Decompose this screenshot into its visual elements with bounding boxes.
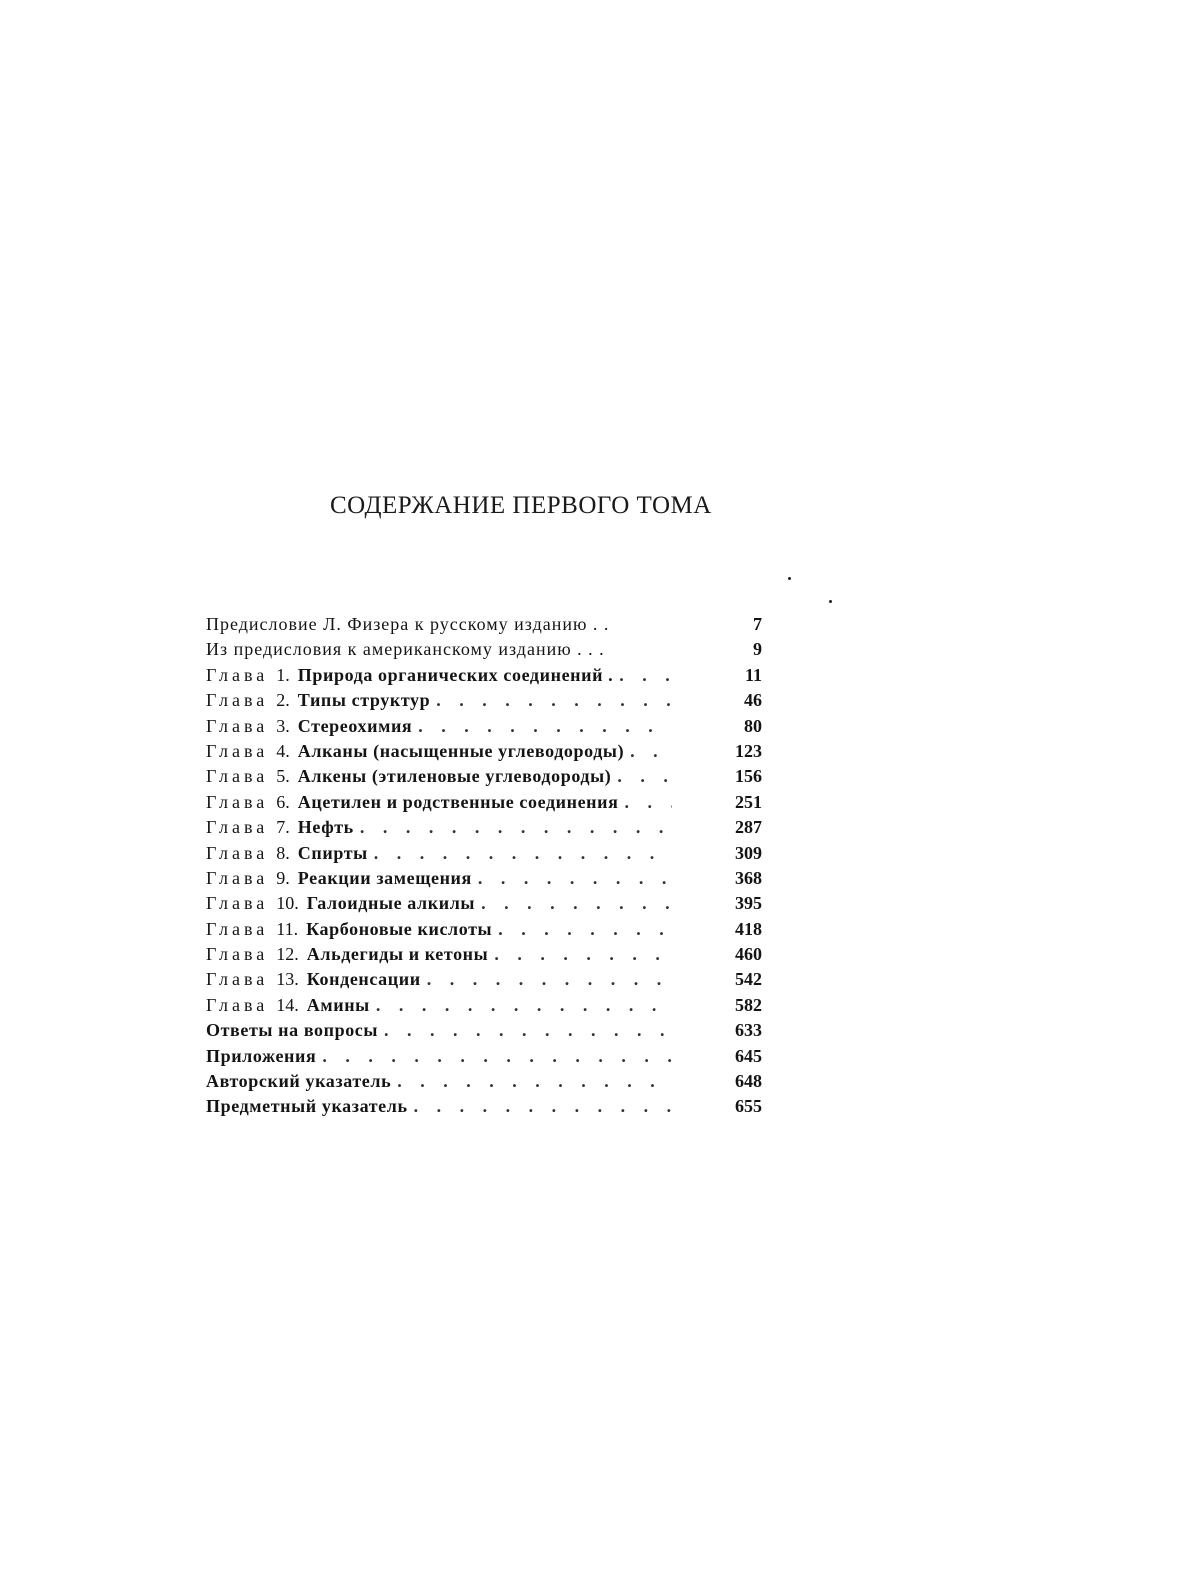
chapter-number: 7. bbox=[276, 817, 290, 838]
chapter-number: 1. bbox=[276, 664, 290, 685]
dot-leader bbox=[414, 1096, 672, 1117]
chapter-number: 8. bbox=[276, 842, 290, 863]
dot-leader bbox=[418, 716, 672, 737]
chapter-number: 14. bbox=[276, 994, 299, 1015]
entry-label: Алканы (насыщенные углеводороды) bbox=[297, 740, 625, 761]
toc-entry bbox=[206, 1071, 762, 1096]
entry-page-number: 46 bbox=[744, 690, 762, 711]
entry-page-number: 460 bbox=[735, 944, 762, 965]
entry-page-number: 418 bbox=[735, 918, 762, 939]
entry-label: Природа органических соединений . bbox=[297, 664, 614, 685]
chapter-prefix: Глава bbox=[206, 842, 269, 863]
scan-speck bbox=[829, 600, 832, 603]
toc-entry bbox=[206, 639, 762, 664]
dot-leader bbox=[624, 792, 672, 813]
entry-page-number: 123 bbox=[735, 740, 762, 761]
toc-entry bbox=[206, 944, 762, 969]
entry-page-number: 9 bbox=[753, 639, 762, 660]
table-of-contents bbox=[206, 614, 762, 1122]
entry-label: Спирты bbox=[297, 842, 368, 863]
entry-page-number: 633 bbox=[735, 1020, 762, 1041]
chapter-number: 5. bbox=[276, 766, 290, 787]
chapter-number: 9. bbox=[276, 867, 290, 888]
chapter-number: 12. bbox=[276, 944, 299, 965]
entry-label: Амины bbox=[306, 994, 370, 1015]
entry-label: Карбоновые кислоты bbox=[306, 918, 493, 939]
entry-page-number: 395 bbox=[735, 893, 762, 914]
toc-entry bbox=[206, 766, 762, 791]
chapter-number: 4. bbox=[276, 740, 290, 761]
chapter-prefix: Глава bbox=[206, 918, 269, 939]
dot-leader bbox=[360, 817, 672, 838]
dot-leader bbox=[397, 1071, 672, 1092]
scan-speck bbox=[788, 577, 791, 580]
chapter-prefix: Глава bbox=[206, 664, 269, 685]
entry-label: Алкены (этиленовые углеводороды) bbox=[297, 766, 612, 787]
entry-label: Предисловие Л. Физера к русскому изданию . . bbox=[206, 614, 610, 634]
entry-label: Альдегиды и кетоны bbox=[306, 944, 489, 965]
entry-page-number: 11 bbox=[744, 664, 762, 685]
toc-entry bbox=[206, 1096, 762, 1121]
chapter-prefix: Глава bbox=[206, 766, 269, 787]
entry-label: Ацетилен и родственные соединения bbox=[297, 791, 619, 812]
chapter-number: 2. bbox=[276, 690, 290, 711]
dot-leader bbox=[494, 944, 672, 965]
toc-entry bbox=[206, 1046, 762, 1071]
chapter-prefix: Глава bbox=[206, 867, 269, 888]
chapter-prefix: Глава bbox=[206, 944, 269, 965]
dot-leader bbox=[630, 741, 672, 762]
toc-entry bbox=[206, 741, 762, 766]
chapter-number: 10. bbox=[276, 893, 299, 914]
entry-page-number: 655 bbox=[735, 1096, 762, 1117]
toc-entry bbox=[206, 995, 762, 1020]
entry-page-number: 582 bbox=[735, 994, 762, 1015]
dot-leader bbox=[427, 969, 672, 990]
entry-label: Нефть bbox=[297, 817, 354, 838]
dot-leader bbox=[481, 893, 672, 914]
chapter-prefix: Глава bbox=[206, 893, 269, 914]
toc-entry bbox=[206, 817, 762, 842]
entry-page-number: 645 bbox=[735, 1045, 762, 1066]
entry-label: Ответы на вопросы bbox=[206, 1020, 379, 1041]
entry-label: Галоидные алкилы bbox=[306, 893, 476, 914]
entry-page-number: 251 bbox=[735, 791, 762, 812]
toc-entry bbox=[206, 716, 762, 741]
dot-leader bbox=[322, 1046, 672, 1067]
toc-entry bbox=[206, 969, 762, 994]
dot-leader bbox=[384, 1020, 672, 1041]
toc-entry bbox=[206, 843, 762, 868]
chapter-prefix: Глава bbox=[206, 994, 269, 1015]
chapter-prefix: Глава bbox=[206, 715, 269, 736]
toc-entry bbox=[206, 614, 762, 639]
dot-leader bbox=[619, 665, 672, 686]
toc-title: СОДЕРЖАНИЕ ПЕРВОГО ТОМА bbox=[330, 492, 712, 519]
dot-leader bbox=[436, 690, 672, 711]
entry-label: Типы структур bbox=[297, 690, 431, 711]
chapter-number: 3. bbox=[276, 715, 290, 736]
entry-label: Из предисловия к американскому изданию . . . bbox=[206, 639, 605, 660]
entry-page-number: 368 bbox=[735, 867, 762, 888]
toc-entry bbox=[206, 893, 762, 918]
entry-label: Предметный указатель bbox=[206, 1096, 408, 1117]
chapter-prefix: Глава bbox=[206, 969, 269, 990]
dot-leader bbox=[498, 919, 672, 940]
entry-label: Реакции замещения bbox=[297, 867, 472, 888]
entry-page-number: 309 bbox=[735, 842, 762, 863]
chapter-number: 11. bbox=[276, 918, 299, 939]
entry-page-number: 7 bbox=[753, 614, 762, 634]
toc-entry bbox=[206, 665, 762, 690]
entry-label: Приложения bbox=[206, 1045, 317, 1066]
entry-label: Стереохимия bbox=[297, 715, 413, 736]
entry-label: Конденсации bbox=[306, 969, 421, 990]
toc-entry bbox=[206, 690, 762, 715]
entry-page-number: 156 bbox=[735, 766, 762, 787]
entry-page-number: 648 bbox=[735, 1071, 762, 1092]
toc-entry bbox=[206, 1020, 762, 1045]
entry-page-number: 80 bbox=[744, 715, 762, 736]
dot-leader bbox=[478, 868, 672, 889]
toc-entry bbox=[206, 792, 762, 817]
chapter-prefix: Глава bbox=[206, 690, 269, 711]
chapter-number: 13. bbox=[276, 969, 299, 990]
chapter-prefix: Глава bbox=[206, 817, 269, 838]
chapter-number: 6. bbox=[276, 791, 290, 812]
chapter-prefix: Глава bbox=[206, 791, 269, 812]
dot-leader bbox=[376, 995, 672, 1016]
entry-label: Авторский указатель bbox=[206, 1071, 392, 1092]
entry-page-number: 542 bbox=[735, 969, 762, 990]
toc-entry bbox=[206, 868, 762, 893]
toc-entry bbox=[206, 919, 762, 944]
chapter-prefix: Глава bbox=[206, 740, 269, 761]
dot-leader bbox=[374, 843, 672, 864]
dot-leader bbox=[617, 766, 672, 787]
entry-page-number: 287 bbox=[735, 817, 762, 838]
